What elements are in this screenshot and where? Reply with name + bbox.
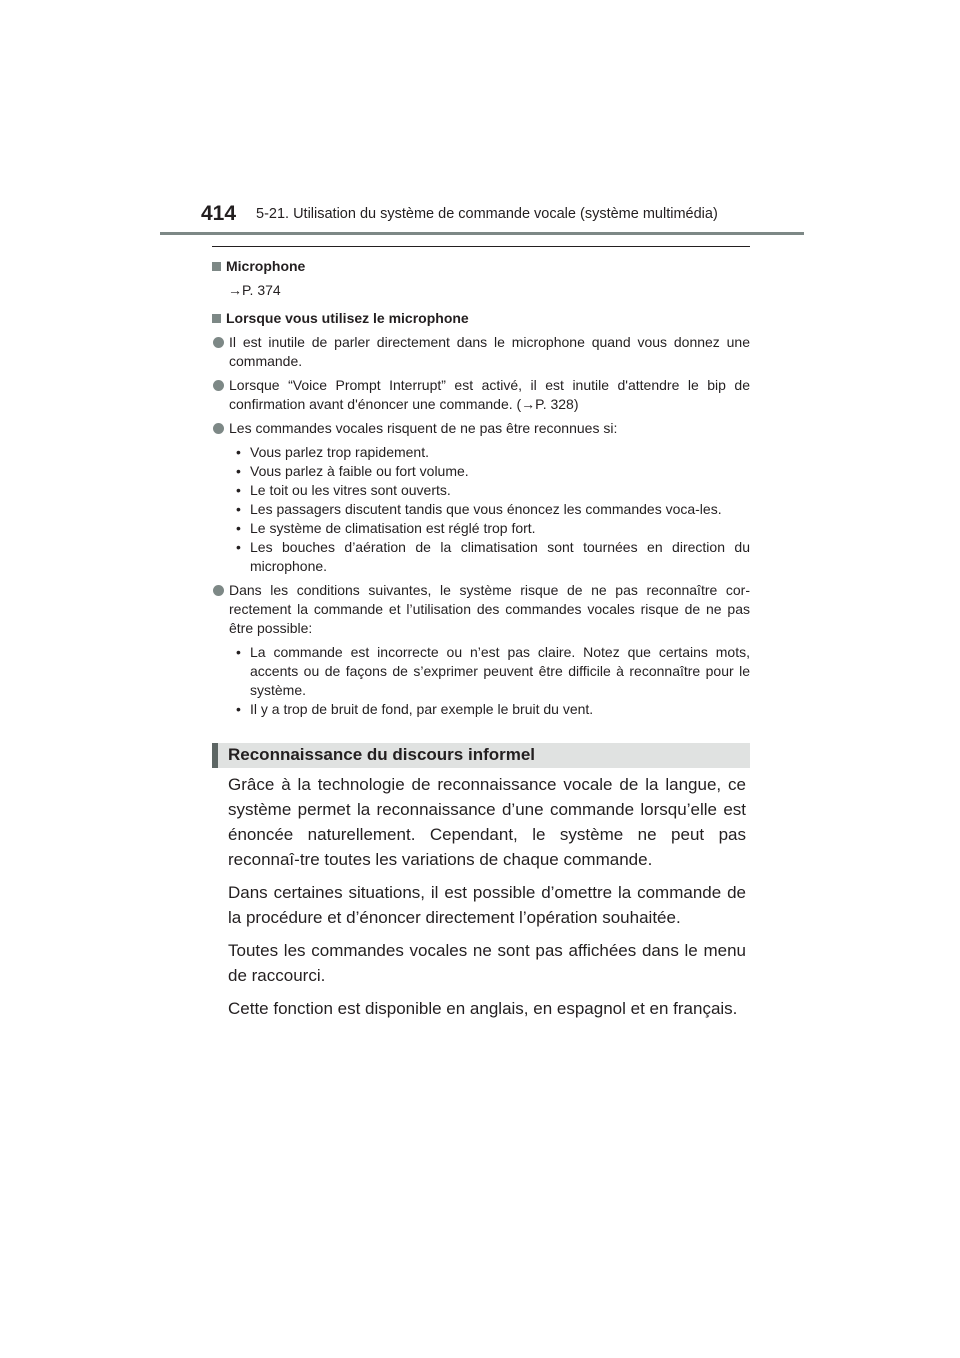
section-title: Reconnaissance du discours informel bbox=[228, 745, 536, 764]
dot-marker: • bbox=[236, 501, 241, 517]
arrow-right-icon: → bbox=[228, 282, 242, 298]
list-item: • Le toit ou les vitres sont ouverts. bbox=[236, 482, 451, 498]
list-item: • Les passagers discutent tandis que vous énoncez les commandes voca-les. bbox=[236, 501, 722, 517]
page-ref-text: P. 374 bbox=[242, 282, 281, 298]
section-header-bar bbox=[212, 743, 750, 768]
note-bullet bbox=[212, 419, 750, 438]
dot-marker: • bbox=[236, 539, 241, 555]
circle-bullet-icon bbox=[213, 337, 224, 348]
dot-marker: • bbox=[236, 520, 241, 536]
list-item: • Il y a trop de bruit de fond, par exemple le bruit du vent. bbox=[236, 701, 594, 717]
bullet-text: Il est inutile de parler directement dans le microphone quand vous donnez une commande. bbox=[229, 334, 750, 369]
circle-bullet-icon bbox=[213, 585, 224, 596]
conditions-list bbox=[212, 643, 750, 719]
bullet-text: Dans les conditions suivantes, le système risque de ne pas reconnaître cor-rectement la commande et l’utilisation des commandes vocales risque de ne pas être possible: bbox=[229, 582, 750, 636]
bullet-text: Lorsque “Voice Prompt Interrupt” est activé, il est inutile d'attendre le bip de confirmation avant d'énoncer une commande. (→P. 328) bbox=[229, 377, 750, 412]
body-paragraph: Grâce à la technologie de reconnaissance vocale de la langue, ce système permet la reconnaissance d’une commande lorsqu’elle est énoncée naturellement. Cependant, le système ne peut pas reconnaî-tre toutes les variations de chaque commande. bbox=[228, 775, 746, 869]
notes-content bbox=[212, 256, 750, 719]
square-bullet-icon bbox=[212, 314, 221, 323]
usage-heading bbox=[212, 308, 750, 328]
list-item: • Vous parlez à faible ou fort volume. bbox=[236, 463, 469, 479]
header-divider bbox=[160, 232, 804, 235]
dot-marker: • bbox=[236, 444, 241, 460]
bullet-text: Les commandes vocales risquent de ne pas être reconnues si: bbox=[229, 420, 618, 436]
page-header bbox=[0, 0, 960, 240]
dot-marker: • bbox=[236, 463, 241, 479]
dot-marker: • bbox=[236, 482, 241, 498]
body-paragraph: Cette fonction est disponible en anglais, en espagnol et en français. bbox=[228, 999, 738, 1018]
chapter-title: 5-21. Utilisation du système de commande vocale (système multimédia) bbox=[256, 206, 718, 222]
body-paragraph: Dans certaines situations, il est possible d’omettre la commande de la procédure et d’énoncer directement l’opération souhaitée. bbox=[228, 883, 746, 927]
note-bullet bbox=[212, 581, 750, 638]
body-paragraph: Toutes les commandes vocales ne sont pas affichées dans le menu de raccourci. bbox=[228, 941, 746, 985]
microphone-page-ref bbox=[212, 280, 750, 300]
circle-bullet-icon bbox=[213, 380, 224, 391]
square-bullet-icon bbox=[212, 262, 221, 271]
section-divider bbox=[212, 246, 750, 247]
dot-marker: • bbox=[236, 701, 241, 717]
usage-heading-text: Lorsque vous utilisez le microphone bbox=[226, 310, 469, 326]
microphone-heading-text: Microphone bbox=[226, 258, 306, 274]
circle-bullet-icon bbox=[213, 423, 224, 434]
page-number: 414 bbox=[201, 202, 237, 225]
section-body bbox=[228, 772, 746, 1029]
list-item: • Les bouches d’aération de la climatisation sont tournées en direction du microphone. bbox=[236, 539, 750, 574]
not-recognized-list bbox=[212, 443, 750, 576]
microphone-heading bbox=[212, 256, 750, 276]
list-item: • Le système de climatisation est réglé trop fort. bbox=[236, 520, 536, 536]
dot-marker: • bbox=[236, 644, 241, 660]
list-item: • La commande est incorrecte ou n’est pas claire. Notez que certains mots, accents ou de façons de s’exprimer peuvent être difficile à reconnaître pour le système. bbox=[236, 644, 750, 698]
note-bullet bbox=[212, 333, 750, 371]
note-bullet bbox=[212, 376, 750, 414]
list-item: • Vous parlez trop rapidement. bbox=[236, 444, 429, 460]
